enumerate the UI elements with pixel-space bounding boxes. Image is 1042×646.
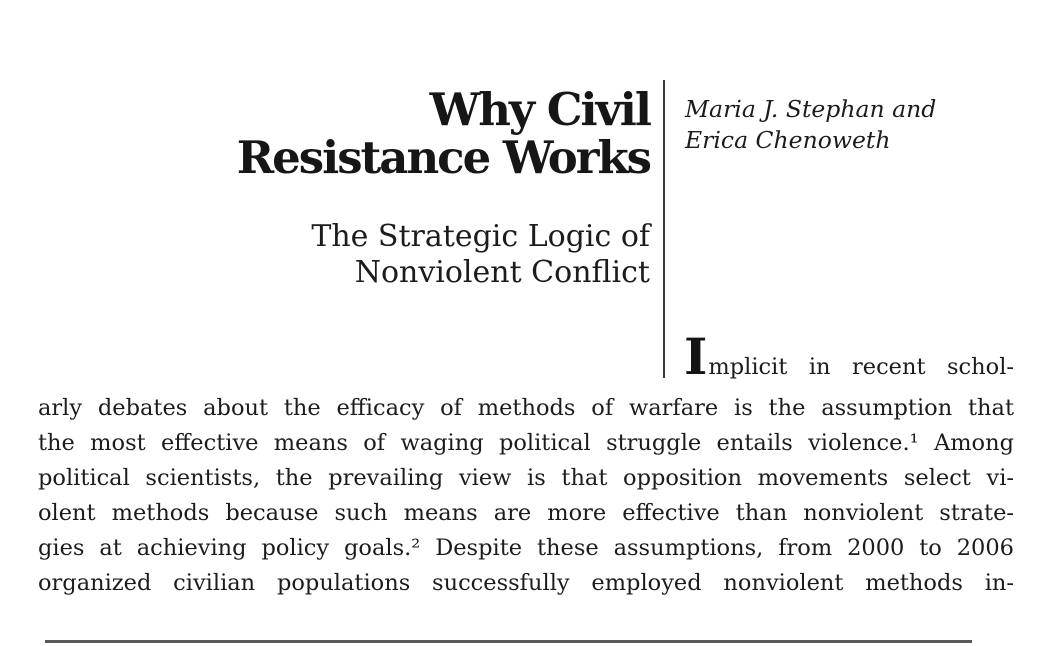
author-line-1: Maria J. Stephan and [685,95,937,123]
page-subtitle [170,219,650,291]
body-paragraph [38,391,1014,601]
body-line: gies at achieving policy goals.² Despite these assumptions, from 2000 to 2006 [38,535,1014,561]
body-line: political scientists, the prevailing view is that opposition movements select vi- [38,465,1014,491]
subtitle-line-1: The Strategic Logic of [311,219,650,254]
page-title [90,83,650,184]
vertical-divider [663,80,665,378]
title-line-2: Resistance Works [236,131,650,184]
body-line: organized civilian populations successfully employed nonviolent methods in- [38,570,1014,596]
body-line: olent methods because such means are more effective than nonviolent strate- [38,500,1014,526]
authors-block [685,94,936,156]
drop-cap: I [684,327,709,386]
opening-line [684,327,1014,389]
body-line: arly debates about the efficacy of methods of warfare is the assumption that [38,395,1014,421]
opening-text: mplicit in recent schol- [708,354,1014,380]
subtitle-line-2: Nonviolent Conflict [354,255,650,290]
bottom-rule [45,640,972,643]
author-line-2: Erica Chenoweth [685,126,891,154]
body-line: the most effective means of waging political struggle entails violence.¹ Among [38,430,1014,456]
title-line-1: Why Civil [429,83,650,136]
